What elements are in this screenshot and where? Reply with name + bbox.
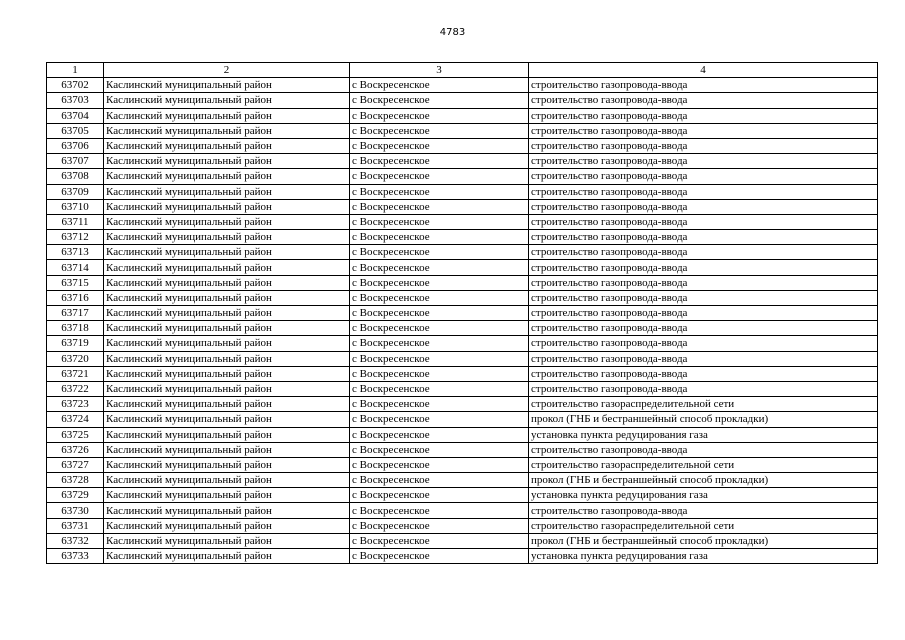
row-number-cell: 63716 xyxy=(47,290,104,305)
settlement-cell: с Воскресенское xyxy=(350,154,529,169)
row-number-cell: 63717 xyxy=(47,306,104,321)
settlement-cell: с Воскресенское xyxy=(350,275,529,290)
row-number-cell: 63720 xyxy=(47,351,104,366)
table-row xyxy=(47,214,878,229)
table-body xyxy=(47,78,878,564)
row-number-cell: 63731 xyxy=(47,518,104,533)
work-type-cell: строительство газопровода-ввода xyxy=(529,442,878,457)
settlement-cell: с Воскресенское xyxy=(350,336,529,351)
table-row xyxy=(47,169,878,184)
district-cell: Каслинский муниципальный район xyxy=(104,108,350,123)
row-number-cell: 63729 xyxy=(47,488,104,503)
district-cell: Каслинский муниципальный район xyxy=(104,245,350,260)
district-cell: Каслинский муниципальный район xyxy=(104,518,350,533)
settlement-cell: с Воскресенское xyxy=(350,214,529,229)
settlement-cell: с Воскресенское xyxy=(350,457,529,472)
work-type-cell: строительство газопровода-ввода xyxy=(529,169,878,184)
row-number-cell: 63705 xyxy=(47,123,104,138)
row-number-cell: 63719 xyxy=(47,336,104,351)
row-number-cell: 63712 xyxy=(47,230,104,245)
settlement-cell: с Воскресенское xyxy=(350,138,529,153)
district-cell: Каслинский муниципальный район xyxy=(104,533,350,548)
district-cell: Каслинский муниципальный район xyxy=(104,427,350,442)
table-row xyxy=(47,488,878,503)
column-header-district: 2 xyxy=(104,63,350,78)
work-type-cell: строительство газопровода-ввода xyxy=(529,138,878,153)
column-header-work-type: 4 xyxy=(529,63,878,78)
row-number-cell: 63730 xyxy=(47,503,104,518)
district-cell: Каслинский муниципальный район xyxy=(104,230,350,245)
work-type-cell: строительство газопровода-ввода xyxy=(529,366,878,381)
table-row xyxy=(47,230,878,245)
work-type-cell: строительство газопровода-ввода xyxy=(529,230,878,245)
work-type-cell: прокол (ГНБ и бестраншейный способ прокладки) xyxy=(529,473,878,488)
settlement-cell: с Воскресенское xyxy=(350,321,529,336)
row-number-cell: 63706 xyxy=(47,138,104,153)
settlement-cell: с Воскресенское xyxy=(350,518,529,533)
row-number-cell: 63711 xyxy=(47,214,104,229)
settlement-cell: с Воскресенское xyxy=(350,397,529,412)
work-type-cell: строительство газопровода-ввода xyxy=(529,275,878,290)
table-row xyxy=(47,518,878,533)
row-number-cell: 63723 xyxy=(47,397,104,412)
row-number-cell: 63725 xyxy=(47,427,104,442)
settlement-cell: с Воскресенское xyxy=(350,93,529,108)
district-cell: Каслинский муниципальный район xyxy=(104,503,350,518)
work-type-cell: строительство газопровода-ввода xyxy=(529,290,878,305)
table-row xyxy=(47,397,878,412)
work-type-cell: строительство газопровода-ввода xyxy=(529,78,878,93)
table-row xyxy=(47,123,878,138)
settlement-cell: с Воскресенское xyxy=(350,442,529,457)
column-header-settlement: 3 xyxy=(350,63,529,78)
row-number-cell: 63708 xyxy=(47,169,104,184)
work-type-cell: строительство газопровода-ввода xyxy=(529,351,878,366)
settlement-cell: с Воскресенское xyxy=(350,412,529,427)
district-cell: Каслинский муниципальный район xyxy=(104,138,350,153)
district-cell: Каслинский муниципальный район xyxy=(104,366,350,381)
district-cell: Каслинский муниципальный район xyxy=(104,214,350,229)
settlement-cell: с Воскресенское xyxy=(350,306,529,321)
work-type-cell: установка пункта редуцирования газа xyxy=(529,549,878,564)
work-type-cell: строительство газопровода-ввода xyxy=(529,245,878,260)
district-cell: Каслинский муниципальный район xyxy=(104,169,350,184)
table-row xyxy=(47,473,878,488)
settlement-cell: с Воскресенское xyxy=(350,78,529,93)
table-row xyxy=(47,306,878,321)
row-number-cell: 63710 xyxy=(47,199,104,214)
row-number-cell: 63713 xyxy=(47,245,104,260)
table-row xyxy=(47,321,878,336)
settlement-cell: с Воскресенское xyxy=(350,245,529,260)
settlement-cell: с Воскресенское xyxy=(350,503,529,518)
work-type-cell: установка пункта редуцирования газа xyxy=(529,488,878,503)
row-number-cell: 63727 xyxy=(47,457,104,472)
settlement-cell: с Воскресенское xyxy=(350,381,529,396)
district-cell: Каслинский муниципальный район xyxy=(104,154,350,169)
district-cell: Каслинский муниципальный район xyxy=(104,78,350,93)
district-cell: Каслинский муниципальный район xyxy=(104,290,350,305)
table-row xyxy=(47,549,878,564)
table-row xyxy=(47,184,878,199)
work-type-cell: строительство газопровода-ввода xyxy=(529,214,878,229)
district-cell: Каслинский муниципальный район xyxy=(104,488,350,503)
district-cell: Каслинский муниципальный район xyxy=(104,336,350,351)
table-row xyxy=(47,427,878,442)
table-row xyxy=(47,154,878,169)
table-row xyxy=(47,336,878,351)
table-row xyxy=(47,290,878,305)
work-type-cell: строительство газопровода-ввода xyxy=(529,321,878,336)
settlement-cell: с Воскресенское xyxy=(350,351,529,366)
row-number-cell: 63715 xyxy=(47,275,104,290)
table-row xyxy=(47,260,878,275)
work-type-cell: строительство газораспределительной сети xyxy=(529,397,878,412)
settlement-cell: с Воскресенское xyxy=(350,488,529,503)
work-type-cell: строительство газопровода-ввода xyxy=(529,108,878,123)
column-header-number: 1 xyxy=(47,63,104,78)
district-cell: Каслинский муниципальный район xyxy=(104,275,350,290)
district-cell: Каслинский муниципальный район xyxy=(104,260,350,275)
work-type-cell: установка пункта редуцирования газа xyxy=(529,427,878,442)
district-cell: Каслинский муниципальный район xyxy=(104,457,350,472)
settlement-cell: с Воскресенское xyxy=(350,123,529,138)
row-number-cell: 63733 xyxy=(47,549,104,564)
settlement-cell: с Воскресенское xyxy=(350,184,529,199)
work-type-cell: строительство газопровода-ввода xyxy=(529,503,878,518)
district-cell: Каслинский муниципальный район xyxy=(104,381,350,396)
table-row xyxy=(47,351,878,366)
table-row xyxy=(47,108,878,123)
work-type-cell: строительство газопровода-ввода xyxy=(529,184,878,199)
work-type-cell: строительство газопровода-ввода xyxy=(529,93,878,108)
settlement-cell: с Воскресенское xyxy=(350,290,529,305)
table-row xyxy=(47,503,878,518)
settlement-cell: с Воскресенское xyxy=(350,199,529,214)
district-cell: Каслинский муниципальный район xyxy=(104,199,350,214)
row-number-cell: 63724 xyxy=(47,412,104,427)
work-type-cell: строительство газопровода-ввода xyxy=(529,154,878,169)
work-type-cell: строительство газопровода-ввода xyxy=(529,381,878,396)
row-number-cell: 63728 xyxy=(47,473,104,488)
table-row xyxy=(47,275,878,290)
district-cell: Каслинский муниципальный район xyxy=(104,306,350,321)
table-row xyxy=(47,457,878,472)
table-row xyxy=(47,138,878,153)
district-cell: Каслинский муниципальный район xyxy=(104,442,350,457)
row-number-cell: 63704 xyxy=(47,108,104,123)
table-row xyxy=(47,366,878,381)
district-cell: Каслинский муниципальный район xyxy=(104,321,350,336)
table-row xyxy=(47,199,878,214)
table-row xyxy=(47,412,878,427)
work-type-cell: прокол (ГНБ и бестраншейный способ прокладки) xyxy=(529,533,878,548)
row-number-cell: 63722 xyxy=(47,381,104,396)
page-number: 4783 xyxy=(439,27,466,38)
work-type-cell: строительство газораспределительной сети xyxy=(529,518,878,533)
row-number-cell: 63718 xyxy=(47,321,104,336)
table-row xyxy=(47,245,878,260)
settlement-cell: с Воскресенское xyxy=(350,427,529,442)
table-row xyxy=(47,533,878,548)
table-header xyxy=(47,63,878,78)
district-cell: Каслинский муниципальный район xyxy=(104,351,350,366)
row-number-cell: 63707 xyxy=(47,154,104,169)
work-type-cell: строительство газораспределительной сети xyxy=(529,457,878,472)
district-cell: Каслинский муниципальный район xyxy=(104,123,350,138)
work-type-cell: строительство газопровода-ввода xyxy=(529,123,878,138)
district-cell: Каслинский муниципальный район xyxy=(104,412,350,427)
district-cell: Каслинский муниципальный район xyxy=(104,184,350,199)
district-cell: Каслинский муниципальный район xyxy=(104,93,350,108)
settlement-cell: с Воскресенское xyxy=(350,533,529,548)
header-row xyxy=(47,63,878,78)
settlement-cell: с Воскресенское xyxy=(350,473,529,488)
district-cell: Каслинский муниципальный район xyxy=(104,549,350,564)
settlement-cell: с Воскресенское xyxy=(350,549,529,564)
row-number-cell: 63726 xyxy=(47,442,104,457)
work-type-cell: строительство газопровода-ввода xyxy=(529,260,878,275)
work-type-cell: прокол (ГНБ и бестраншейный способ прокладки) xyxy=(529,412,878,427)
work-type-cell: строительство газопровода-ввода xyxy=(529,199,878,214)
work-type-cell: строительство газопровода-ввода xyxy=(529,306,878,321)
table-row xyxy=(47,381,878,396)
row-number-cell: 63702 xyxy=(47,78,104,93)
district-cell: Каслинский муниципальный район xyxy=(104,473,350,488)
district-cell: Каслинский муниципальный район xyxy=(104,397,350,412)
table-row xyxy=(47,78,878,93)
row-number-cell: 63721 xyxy=(47,366,104,381)
row-number-cell: 63703 xyxy=(47,93,104,108)
settlement-cell: с Воскресенское xyxy=(350,108,529,123)
settlement-cell: с Воскресенское xyxy=(350,230,529,245)
table-row xyxy=(47,442,878,457)
row-number-cell: 63732 xyxy=(47,533,104,548)
settlement-cell: с Воскресенское xyxy=(350,260,529,275)
row-number-cell: 63709 xyxy=(47,184,104,199)
settlement-cell: с Воскресенское xyxy=(350,366,529,381)
work-type-cell: строительство газопровода-ввода xyxy=(529,336,878,351)
registry-table xyxy=(46,62,878,564)
settlement-cell: с Воскресенское xyxy=(350,169,529,184)
row-number-cell: 63714 xyxy=(47,260,104,275)
table-row xyxy=(47,93,878,108)
